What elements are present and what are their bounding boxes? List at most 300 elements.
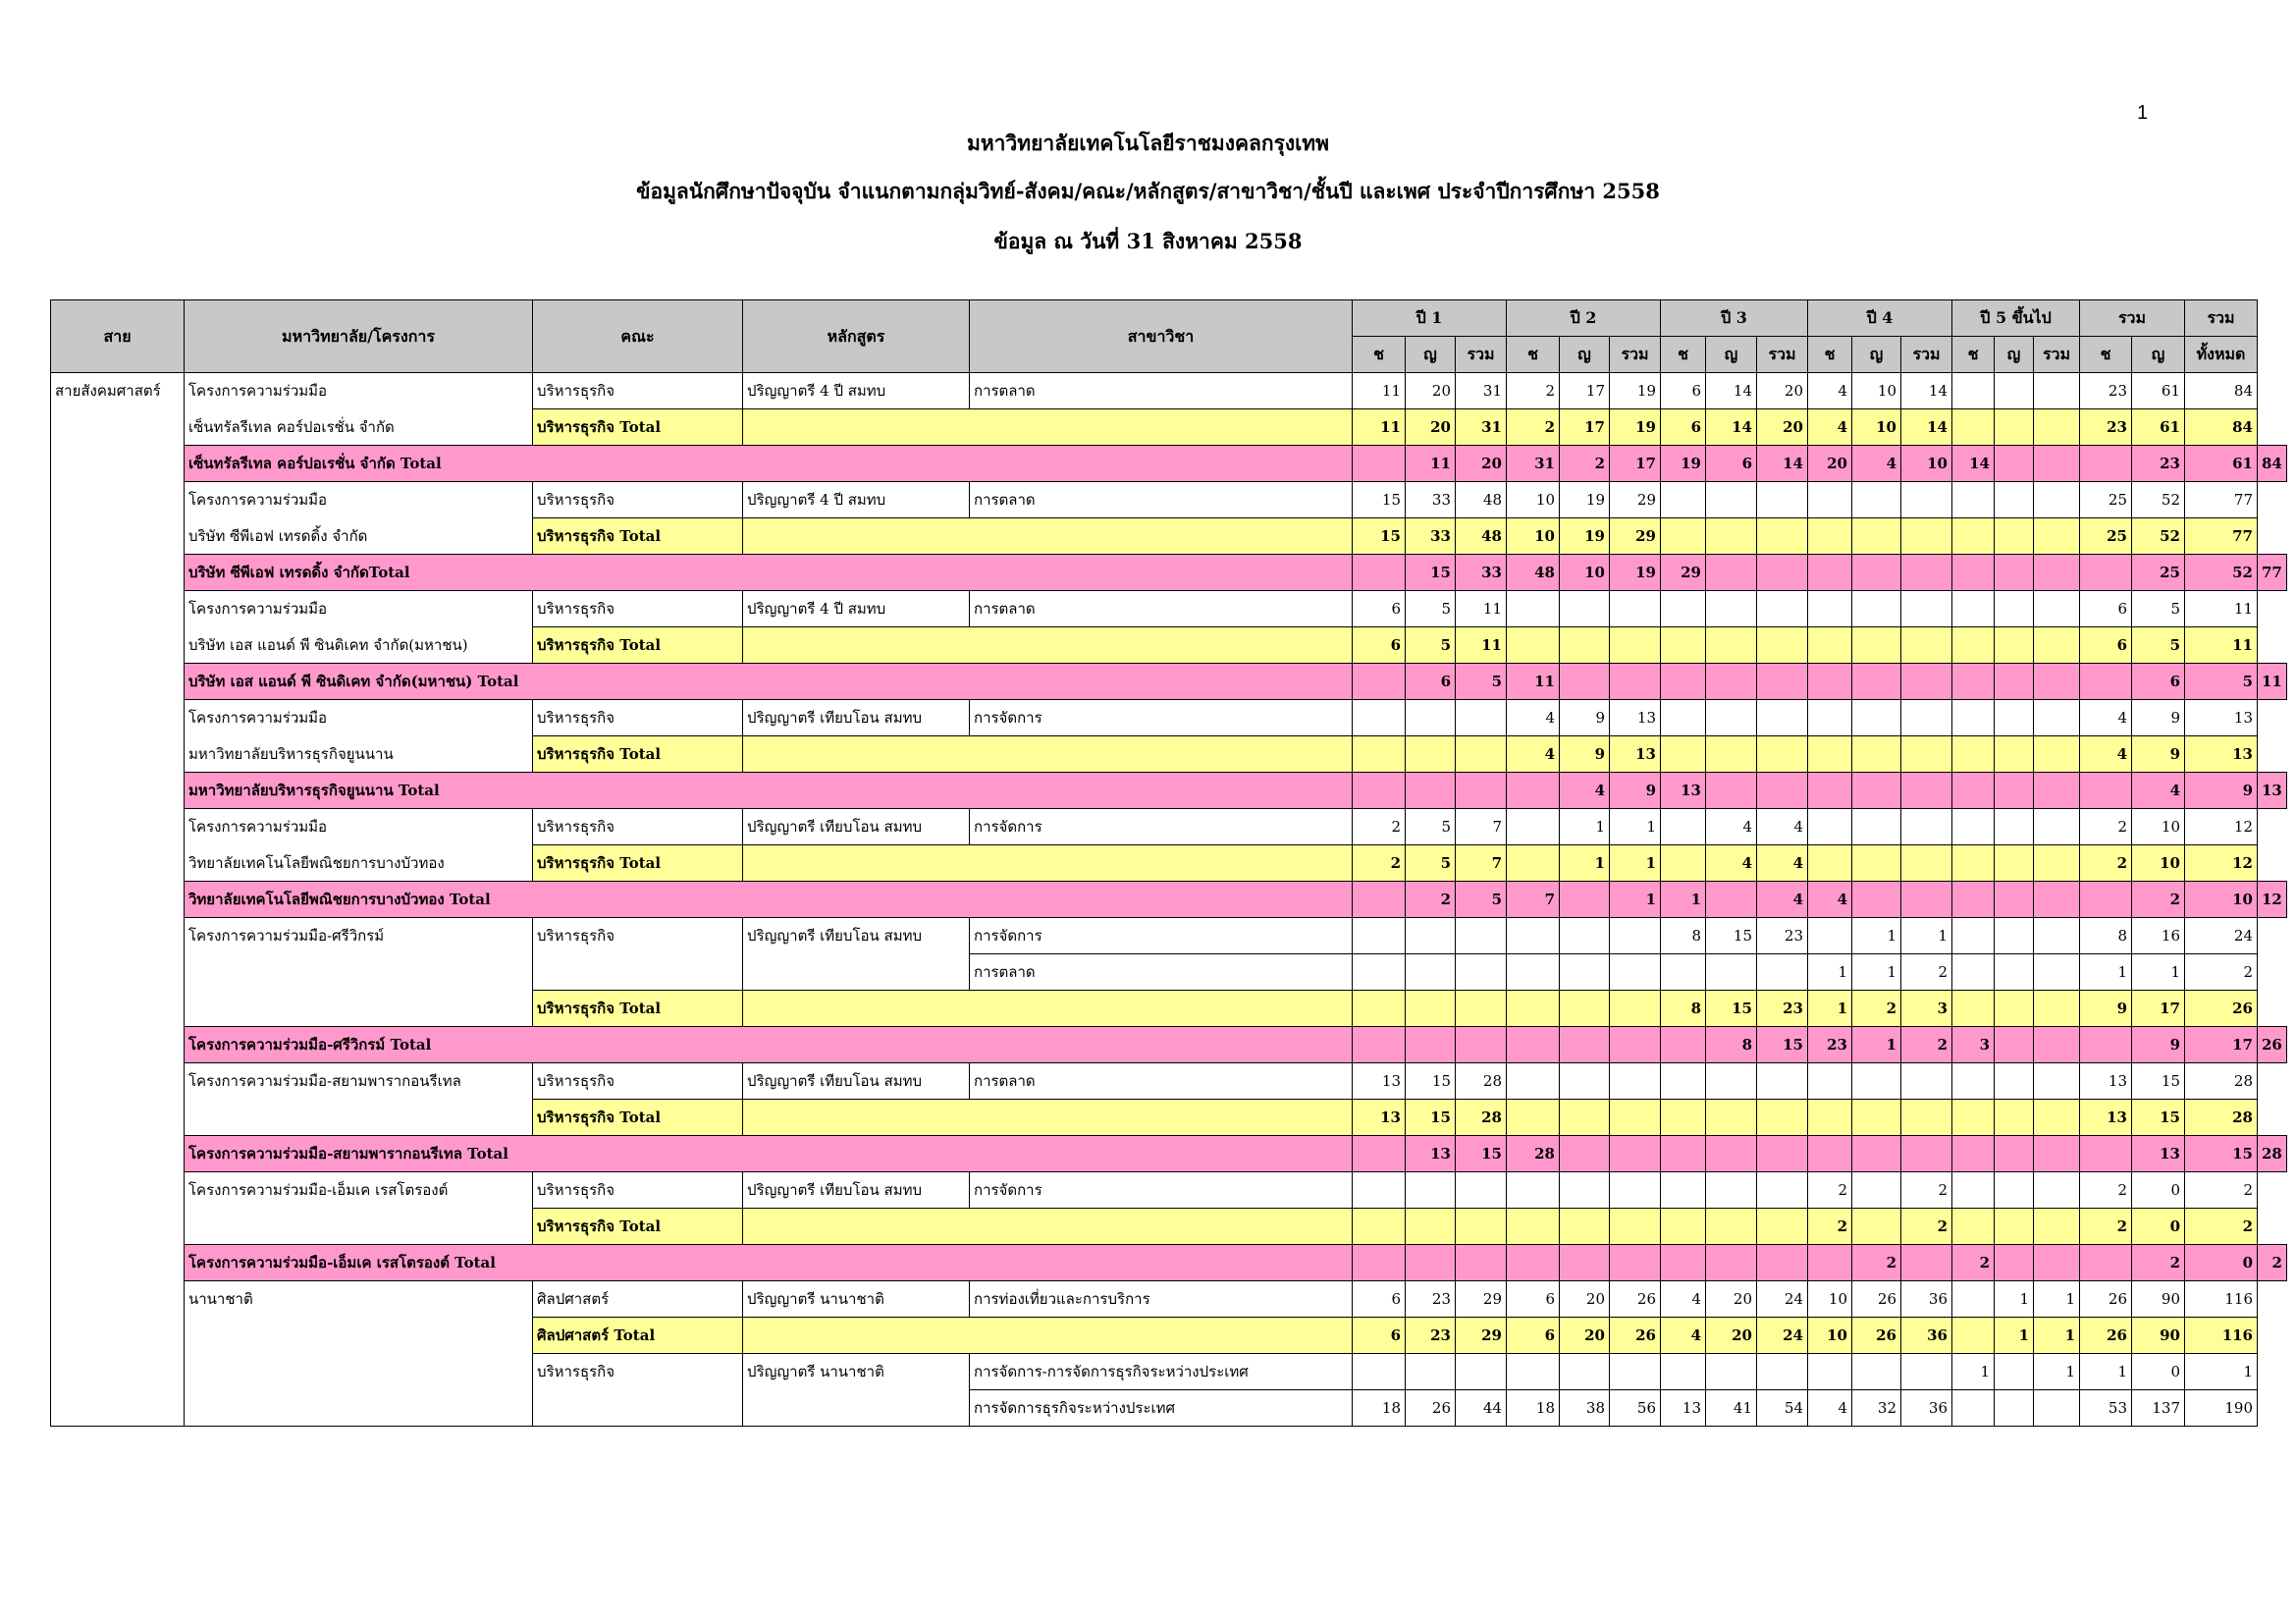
count-cell <box>1706 882 1757 918</box>
count-cell: 48 <box>1456 482 1507 518</box>
count-cell: 19 <box>1610 373 1661 409</box>
count-cell: 0 <box>2185 1245 2258 1281</box>
count-cell: 29 <box>1456 1318 1507 1354</box>
program-cell: ปริญญาตรี เทียบโอน สมทบ <box>743 1063 970 1100</box>
count-cell <box>2080 664 2132 700</box>
count-cell: 1 <box>1560 845 1610 882</box>
university-total-label: โครงการความร่วมมือ-สยามพารากอนรีเทล Total <box>185 1136 1353 1172</box>
program-cell <box>743 627 970 664</box>
major-cell: การตลาด <box>970 373 1353 409</box>
count-cell: 31 <box>1456 373 1507 409</box>
count-cell: 25 <box>2132 555 2185 591</box>
count-cell: 2 <box>1406 882 1456 918</box>
university-total-row <box>51 555 2287 591</box>
count-cell: 6 <box>1661 373 1706 409</box>
count-cell <box>1706 1136 1757 1172</box>
count-cell: 13 <box>1406 1136 1456 1172</box>
major-cell: การตลาด <box>970 482 1353 518</box>
count-cell <box>1661 1100 1706 1136</box>
table-row <box>51 1354 2287 1390</box>
count-cell <box>1661 1245 1706 1281</box>
faculty-cell <box>533 954 743 991</box>
count-cell <box>1706 518 1757 555</box>
count-cell: 2 <box>2080 1172 2132 1209</box>
count-cell: 2 <box>1353 809 1406 845</box>
count-cell: 10 <box>1507 518 1560 555</box>
count-cell <box>2034 1063 2080 1100</box>
university-cell: โครงการความร่วมมือ <box>185 809 533 845</box>
count-cell: 38 <box>1560 1390 1610 1427</box>
faculty-total-row <box>51 627 2287 664</box>
header-sub-6: รวม <box>1610 337 1661 373</box>
count-cell: 2 <box>2080 809 2132 845</box>
count-cell: 14 <box>1757 446 1808 482</box>
count-cell <box>2034 882 2080 918</box>
count-cell <box>1852 1136 1901 1172</box>
count-cell <box>1507 1245 1560 1281</box>
count-cell: 9 <box>1560 736 1610 773</box>
count-cell <box>1995 991 2034 1027</box>
count-cell <box>1757 736 1808 773</box>
count-cell <box>1706 1100 1757 1136</box>
count-cell <box>1808 1063 1852 1100</box>
count-cell <box>1852 664 1901 700</box>
count-cell <box>1901 1245 1952 1281</box>
faculty-cell: บริหารธุรกิจ <box>533 1172 743 1209</box>
count-cell <box>1852 1063 1901 1100</box>
count-cell <box>1952 845 1995 882</box>
count-cell <box>1560 591 1610 627</box>
count-cell: 1 <box>1995 1318 2034 1354</box>
table-row <box>51 809 2287 845</box>
count-cell: 20 <box>1560 1318 1610 1354</box>
count-cell <box>1995 1063 2034 1100</box>
count-cell: 190 <box>2185 1390 2258 1427</box>
count-cell <box>1757 591 1808 627</box>
count-cell <box>1757 773 1808 809</box>
faculty-total-row <box>51 409 2287 446</box>
count-cell: 15 <box>1706 991 1757 1027</box>
count-cell <box>1901 664 1952 700</box>
count-cell: 18 <box>1353 1390 1406 1427</box>
header-stream: สาย <box>51 300 185 373</box>
count-cell: 14 <box>1706 373 1757 409</box>
count-cell: 10 <box>1808 1281 1852 1318</box>
count-cell: 2 <box>1952 1245 1995 1281</box>
count-cell: 4 <box>1706 845 1757 882</box>
count-cell <box>1560 882 1610 918</box>
count-cell <box>1706 1209 1757 1245</box>
university-total-label: วิทยาลัยเทคโนโลยีพณิชยการบางบัวทอง Total <box>185 882 1353 918</box>
faculty-cell: บริหารธุรกิจ <box>533 373 743 409</box>
page-number: 1 <box>2137 102 2149 124</box>
major-cell <box>1353 1136 1406 1172</box>
count-cell: 52 <box>2132 518 2185 555</box>
major-cell: การจัดการ <box>970 809 1353 845</box>
count-cell <box>1901 809 1952 845</box>
major-cell <box>1353 555 1406 591</box>
count-cell <box>2080 882 2132 918</box>
count-cell <box>1952 736 1995 773</box>
count-cell: 11 <box>1456 591 1507 627</box>
count-cell: 2 <box>1808 1209 1852 1245</box>
count-cell <box>2080 1136 2132 1172</box>
count-cell <box>1661 845 1706 882</box>
count-cell <box>1995 918 2034 954</box>
count-cell: 2 <box>1901 1027 1952 1063</box>
count-cell: 0 <box>2132 1172 2185 1209</box>
count-cell <box>1757 1245 1808 1281</box>
count-cell <box>1952 918 1995 954</box>
major-cell: การตลาด <box>970 954 1353 991</box>
count-cell: 25 <box>2080 482 2132 518</box>
count-cell <box>1808 664 1852 700</box>
university-cell: โครงการความร่วมมือ-สยามพารากอนรีเทล <box>185 1063 533 1100</box>
header-sub-12: รวม <box>1901 337 1952 373</box>
count-cell <box>1560 1172 1610 1209</box>
count-cell: 15 <box>2185 1136 2258 1172</box>
count-cell <box>1661 518 1706 555</box>
count-cell <box>2034 482 2080 518</box>
count-cell <box>1952 1281 1995 1318</box>
count-cell: 10 <box>2185 882 2258 918</box>
count-cell: 15 <box>1406 555 1456 591</box>
count-cell <box>1706 664 1757 700</box>
count-cell: 15 <box>1406 1100 1456 1136</box>
count-cell: 90 <box>2132 1318 2185 1354</box>
major-cell <box>1353 664 1406 700</box>
faculty-cell: ศิลปศาสตร์ <box>533 1281 743 1318</box>
header-program: หลักสูตร <box>743 300 970 373</box>
count-cell: 1 <box>1808 954 1852 991</box>
count-cell <box>2034 1027 2080 1063</box>
table-row <box>51 918 2287 954</box>
count-cell: 28 <box>1456 1100 1507 1136</box>
count-cell: 31 <box>1507 446 1560 482</box>
university-cell: บริษัท เอส แอนด์ พี ซินดิเคท จำกัด(มหาชน) <box>185 627 533 664</box>
count-cell <box>1610 1063 1661 1100</box>
count-cell: 23 <box>1757 918 1808 954</box>
header-sub-9: รวม <box>1757 337 1808 373</box>
count-cell <box>1406 736 1456 773</box>
count-cell: 9 <box>1610 773 1661 809</box>
program-cell: ปริญญาตรี เทียบโอน สมทบ <box>743 700 970 736</box>
count-cell: 13 <box>2132 1136 2185 1172</box>
count-cell <box>1852 591 1901 627</box>
faculty-total-row <box>51 736 2287 773</box>
count-cell <box>1995 409 2034 446</box>
count-cell: 90 <box>2132 1281 2185 1318</box>
count-cell: 32 <box>1852 1390 1901 1427</box>
program-cell: ปริญญาตรี 4 ปี สมทบ <box>743 373 970 409</box>
header-sub-5: ญ <box>1560 337 1610 373</box>
header-group-5: ปี 5 ขึ้นไป <box>1952 300 2080 337</box>
count-cell <box>1610 591 1661 627</box>
count-cell: 11 <box>1507 664 1560 700</box>
count-cell <box>1952 591 1995 627</box>
count-cell: 8 <box>2080 918 2132 954</box>
count-cell <box>1852 1172 1901 1209</box>
faculty-total-label: บริหารธุรกิจ Total <box>533 736 743 773</box>
faculty-cell <box>533 1390 743 1427</box>
count-cell: 8 <box>1661 991 1706 1027</box>
count-cell <box>1507 1172 1560 1209</box>
count-cell <box>1757 482 1808 518</box>
count-cell: 5 <box>2132 627 2185 664</box>
count-cell: 9 <box>2132 700 2185 736</box>
count-cell: 6 <box>1661 409 1706 446</box>
university-cell: โครงการความร่วมมือ <box>185 591 533 627</box>
count-cell <box>1456 954 1507 991</box>
count-cell <box>1560 1063 1610 1100</box>
count-cell <box>2034 991 2080 1027</box>
count-cell: 11 <box>1406 446 1456 482</box>
count-cell <box>1507 809 1560 845</box>
count-cell: 13 <box>2185 700 2258 736</box>
university-cell <box>185 1318 533 1354</box>
faculty-total-label: บริหารธุรกิจ Total <box>533 518 743 555</box>
program-cell <box>743 1318 970 1354</box>
faculty-cell: บริหารธุรกิจ <box>533 700 743 736</box>
header-sub-11: ญ <box>1852 337 1901 373</box>
count-cell <box>1901 591 1952 627</box>
count-cell <box>1852 1354 1901 1390</box>
count-cell <box>2080 446 2132 482</box>
major-cell <box>1353 773 1406 809</box>
faculty-cell: บริหารธุรกิจ <box>533 1063 743 1100</box>
count-cell: 61 <box>2132 409 2185 446</box>
program-cell <box>743 518 970 555</box>
student-data-table <box>50 299 2287 1427</box>
table-row <box>51 1390 2287 1427</box>
count-cell: 18 <box>1507 1390 1560 1427</box>
count-cell: 52 <box>2132 482 2185 518</box>
count-cell <box>1560 954 1610 991</box>
header-group-6: รวม <box>2080 300 2185 337</box>
count-cell <box>1560 1100 1610 1136</box>
faculty-total-label: บริหารธุรกิจ Total <box>533 409 743 446</box>
count-cell <box>1661 736 1706 773</box>
count-cell <box>1610 1245 1661 1281</box>
count-cell <box>1995 446 2034 482</box>
count-cell <box>1808 809 1852 845</box>
count-cell: 11 <box>2258 664 2287 700</box>
count-cell: 4 <box>1808 409 1852 446</box>
count-cell: 11 <box>1353 409 1406 446</box>
university-cell: โครงการความร่วมมือ-เอ็มเค เรสโตรองต์ <box>185 1172 533 1209</box>
count-cell <box>2080 773 2132 809</box>
count-cell <box>1995 1245 2034 1281</box>
count-cell: 6 <box>2080 591 2132 627</box>
count-cell: 6 <box>1507 1281 1560 1318</box>
university-total-label: โครงการความร่วมมือ-เอ็มเค เรสโตรองต์ Total <box>185 1245 1353 1281</box>
header-group-3: ปี 3 <box>1661 300 1808 337</box>
table-row <box>51 1063 2287 1100</box>
count-cell <box>1560 627 1610 664</box>
count-cell: 1 <box>1661 882 1706 918</box>
header-sub-8: ญ <box>1706 337 1757 373</box>
count-cell: 1 <box>2080 954 2132 991</box>
university-total-label: โครงการความร่วมมือ-ศรีวิกรม์ Total <box>185 1027 1353 1063</box>
count-cell <box>1661 954 1706 991</box>
count-cell: 20 <box>1808 446 1852 482</box>
faculty-cell: บริหารธุรกิจ <box>533 918 743 954</box>
count-cell <box>2034 409 2080 446</box>
count-cell <box>1995 1136 2034 1172</box>
major-cell <box>970 1209 1353 1245</box>
major-cell <box>970 518 1353 555</box>
count-cell: 13 <box>2258 773 2287 809</box>
count-cell <box>1995 1209 2034 1245</box>
count-cell <box>1507 1027 1560 1063</box>
count-cell <box>1661 1063 1706 1100</box>
count-cell <box>1952 1209 1995 1245</box>
faculty-total-label: บริหารธุรกิจ Total <box>533 627 743 664</box>
count-cell: 26 <box>1852 1281 1901 1318</box>
count-cell <box>2034 736 2080 773</box>
table-row <box>51 482 2287 518</box>
count-cell <box>1456 1027 1507 1063</box>
count-cell <box>1901 700 1952 736</box>
count-cell <box>1852 809 1901 845</box>
count-cell <box>2034 627 2080 664</box>
count-cell: 1 <box>1610 882 1661 918</box>
count-cell <box>1995 882 2034 918</box>
count-cell <box>2034 1209 2080 1245</box>
count-cell <box>1353 1354 1406 1390</box>
count-cell: 1 <box>1852 1027 1901 1063</box>
count-cell <box>1808 918 1852 954</box>
count-cell <box>2034 954 2080 991</box>
count-cell: 11 <box>1456 627 1507 664</box>
header-sub-2: ญ <box>1406 337 1456 373</box>
count-cell <box>1995 627 2034 664</box>
count-cell <box>1757 1063 1808 1100</box>
count-cell: 5 <box>1456 882 1507 918</box>
major-cell: การจัดการ <box>970 1172 1353 1209</box>
count-cell <box>1995 1354 2034 1390</box>
count-cell <box>1406 1209 1456 1245</box>
count-cell <box>1507 1100 1560 1136</box>
count-cell: 1 <box>2034 1281 2080 1318</box>
count-cell: 14 <box>1901 373 1952 409</box>
count-cell: 20 <box>1456 446 1507 482</box>
count-cell: 4 <box>1661 1318 1706 1354</box>
count-cell: 19 <box>1560 482 1610 518</box>
count-cell: 19 <box>1560 518 1610 555</box>
count-cell <box>1406 991 1456 1027</box>
count-cell <box>1952 773 1995 809</box>
count-cell <box>1661 664 1706 700</box>
count-cell: 2 <box>1852 991 1901 1027</box>
count-cell: 12 <box>2258 882 2287 918</box>
major-cell: การจัดการ-การจัดการธุรกิจระหว่างประเทศ <box>970 1354 1353 1390</box>
count-cell: 2 <box>1353 845 1406 882</box>
count-cell: 15 <box>1706 918 1757 954</box>
count-cell <box>1995 518 2034 555</box>
major-cell <box>1353 1027 1406 1063</box>
count-cell: 61 <box>2132 373 2185 409</box>
count-cell: 1 <box>1560 809 1610 845</box>
count-cell <box>1901 627 1952 664</box>
count-cell <box>1353 1172 1406 1209</box>
count-cell: 8 <box>1706 1027 1757 1063</box>
count-cell <box>1406 700 1456 736</box>
count-cell <box>1952 373 1995 409</box>
count-cell <box>1901 845 1952 882</box>
count-cell <box>1995 1390 2034 1427</box>
count-cell: 28 <box>2185 1100 2258 1136</box>
count-cell: 2 <box>2185 1209 2258 1245</box>
university-cell <box>185 1390 533 1427</box>
count-cell: 84 <box>2185 409 2258 446</box>
count-cell: 23 <box>1406 1281 1456 1318</box>
count-cell <box>1610 1354 1661 1390</box>
count-cell: 61 <box>2185 446 2258 482</box>
count-cell: 9 <box>2185 773 2258 809</box>
count-cell: 9 <box>1560 700 1610 736</box>
count-cell <box>1661 627 1706 664</box>
count-cell: 14 <box>1952 446 1995 482</box>
count-cell: 2 <box>1507 373 1560 409</box>
count-cell <box>1757 1209 1808 1245</box>
program-cell <box>743 1100 970 1136</box>
count-cell: 15 <box>2132 1100 2185 1136</box>
count-cell <box>1952 627 1995 664</box>
count-cell: 20 <box>1706 1281 1757 1318</box>
major-cell: การจัดการธุรกิจระหว่างประเทศ <box>970 1390 1353 1427</box>
count-cell: 26 <box>1852 1318 1901 1354</box>
faculty-total-row <box>51 518 2287 555</box>
faculty-cell: บริหารธุรกิจ <box>533 809 743 845</box>
count-cell <box>1560 918 1610 954</box>
count-cell <box>1901 1063 1952 1100</box>
faculty-cell: บริหารธุรกิจ <box>533 1354 743 1390</box>
count-cell: 10 <box>1852 373 1901 409</box>
count-cell <box>1757 1136 1808 1172</box>
major-cell <box>970 1318 1353 1354</box>
count-cell <box>1757 1172 1808 1209</box>
count-cell: 0 <box>2132 1209 2185 1245</box>
count-cell: 9 <box>2132 1027 2185 1063</box>
count-cell <box>1757 555 1808 591</box>
count-cell <box>1507 1063 1560 1100</box>
header-sub-13: ช <box>1952 337 1995 373</box>
count-cell <box>1706 482 1757 518</box>
program-cell <box>743 954 970 991</box>
count-cell: 52 <box>2185 555 2258 591</box>
count-cell: 13 <box>1661 773 1706 809</box>
count-cell <box>1406 1027 1456 1063</box>
count-cell: 2 <box>2132 882 2185 918</box>
count-cell: 84 <box>2185 373 2258 409</box>
count-cell: 10 <box>1852 409 1901 446</box>
count-cell: 28 <box>2185 1063 2258 1100</box>
count-cell <box>2034 446 2080 482</box>
program-cell: ปริญญาตรี 4 ปี สมทบ <box>743 482 970 518</box>
count-cell: 15 <box>2132 1063 2185 1100</box>
count-cell: 33 <box>1456 555 1507 591</box>
header-sub-10: ช <box>1808 337 1852 373</box>
count-cell <box>1560 1354 1610 1390</box>
count-cell: 23 <box>2132 446 2185 482</box>
count-cell <box>1757 1354 1808 1390</box>
university-cell <box>185 991 533 1027</box>
count-cell <box>1757 627 1808 664</box>
program-cell <box>743 1209 970 1245</box>
header-sub-17: ญ <box>2132 337 2185 373</box>
count-cell: 26 <box>2080 1281 2132 1318</box>
